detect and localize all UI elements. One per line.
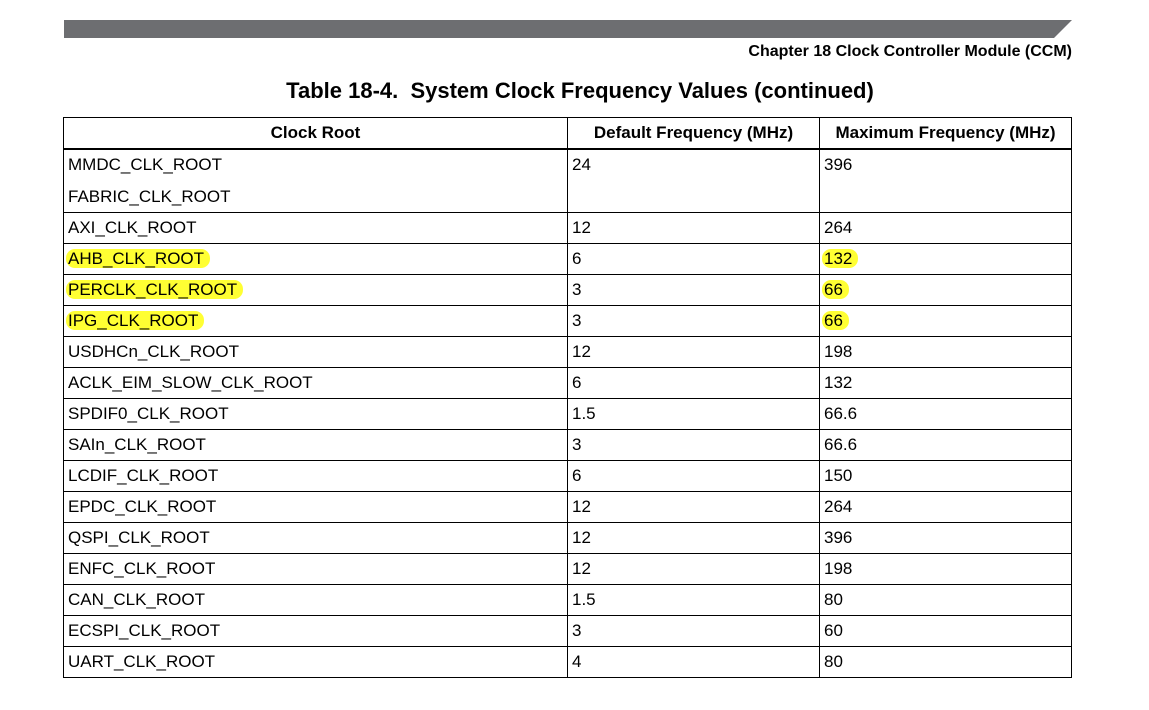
cell-default-frequency <box>568 522 820 553</box>
cell-default-frequency <box>568 243 820 274</box>
default-frequency-value: 4 <box>572 651 582 671</box>
clock-root-name: SPDIF0_CLK_ROOT <box>68 403 229 423</box>
maximum-frequency-value: 132 <box>822 249 858 268</box>
cell-maximum-frequency <box>820 584 1072 615</box>
maximum-frequency-value: 264 <box>824 217 853 237</box>
clock-root-name: MMDC_CLK_ROOT <box>68 154 222 174</box>
maximum-frequency-value: 60 <box>824 620 843 640</box>
clock-root-name: QSPI_CLK_ROOT <box>68 527 210 547</box>
cell-default-frequency <box>568 305 820 336</box>
header-bar <box>64 20 1072 38</box>
default-frequency-value: 1.5 <box>572 589 596 609</box>
maximum-frequency-value: 396 <box>824 154 853 174</box>
maximum-frequency-value: 80 <box>824 651 843 671</box>
table-row <box>64 429 1072 460</box>
maximum-frequency-value: 198 <box>824 558 853 578</box>
cell-default-frequency <box>568 491 820 522</box>
column-header-maximum-frequency: Maximum Frequency (MHz) <box>820 118 1072 149</box>
cell-maximum-frequency <box>820 212 1072 243</box>
cell-maximum-frequency <box>820 553 1072 584</box>
table-title: Table 18-4. System Clock Frequency Values (continued) <box>286 78 874 103</box>
default-frequency-value: 3 <box>572 434 582 454</box>
table-row <box>64 522 1072 553</box>
default-frequency-value: 6 <box>572 465 582 485</box>
clock-root-name: EPDC_CLK_ROOT <box>68 496 217 516</box>
table-row <box>64 305 1072 336</box>
clock-root-name: CAN_CLK_ROOT <box>68 589 205 609</box>
table-row <box>64 460 1072 491</box>
cell-clock-root <box>64 274 568 305</box>
cell-clock-root <box>64 553 568 584</box>
clock-root-name: ACLK_EIM_SLOW_CLK_ROOT <box>68 372 313 392</box>
maximum-frequency-value: 264 <box>824 496 853 516</box>
maximum-frequency-value: 66.6 <box>824 403 858 423</box>
cell-clock-root <box>64 212 568 243</box>
default-frequency-value: 3 <box>572 279 582 299</box>
cell-default-frequency <box>568 646 820 677</box>
clock-root-name: PERCLK_CLK_ROOT <box>66 280 243 299</box>
cell-maximum-frequency <box>820 491 1072 522</box>
cell-clock-root <box>64 429 568 460</box>
cell-default-frequency <box>568 615 820 646</box>
clock-table-container <box>63 117 1072 678</box>
default-frequency-value: 12 <box>572 558 591 578</box>
table-row <box>64 212 1072 243</box>
cell-clock-root <box>64 615 568 646</box>
clock-root-name: AHB_CLK_ROOT <box>66 249 210 268</box>
default-frequency-value: 3 <box>572 310 582 330</box>
table-row <box>64 615 1072 646</box>
cell-default-frequency <box>568 429 820 460</box>
default-frequency-value: 1.5 <box>572 403 596 423</box>
maximum-frequency-value: 66.6 <box>824 434 858 454</box>
cell-clock-root <box>64 305 568 336</box>
cell-clock-root <box>64 522 568 553</box>
cell-maximum-frequency <box>820 398 1072 429</box>
clock-root-name: LCDIF_CLK_ROOT <box>68 465 219 485</box>
table-row <box>64 553 1072 584</box>
default-frequency-value: 6 <box>572 372 582 392</box>
cell-default-frequency <box>568 553 820 584</box>
default-frequency-value: 6 <box>572 248 582 268</box>
default-frequency-value: 12 <box>572 527 591 547</box>
cell-maximum-frequency <box>820 305 1072 336</box>
table-row <box>64 336 1072 367</box>
cell-default-frequency <box>568 584 820 615</box>
cell-default-frequency <box>568 336 820 367</box>
default-frequency-value: 12 <box>572 341 591 361</box>
clock-root-name: ECSPI_CLK_ROOT <box>68 620 221 640</box>
cell-default-frequency <box>568 212 820 243</box>
default-frequency-value: 12 <box>572 496 591 516</box>
cell-maximum-frequency <box>820 149 1072 213</box>
clock-root-name: AXI_CLK_ROOT <box>68 217 197 237</box>
cell-clock-root <box>64 584 568 615</box>
cell-default-frequency <box>568 367 820 398</box>
table-row <box>64 149 1072 213</box>
cell-clock-root <box>64 243 568 274</box>
maximum-frequency-value: 66 <box>822 311 849 330</box>
maximum-frequency-value: 66 <box>822 280 849 299</box>
cell-clock-root <box>64 336 568 367</box>
cell-maximum-frequency <box>820 615 1072 646</box>
cell-clock-root <box>64 398 568 429</box>
clock-root-name: SAIn_CLK_ROOT <box>68 434 206 454</box>
cell-maximum-frequency <box>820 646 1072 677</box>
cell-clock-root <box>64 149 568 213</box>
default-frequency-value: 3 <box>572 620 582 640</box>
cell-maximum-frequency <box>820 367 1072 398</box>
default-frequency-value: 24 <box>572 154 591 174</box>
cell-clock-root <box>64 460 568 491</box>
cell-default-frequency <box>568 274 820 305</box>
cell-maximum-frequency <box>820 274 1072 305</box>
cell-maximum-frequency <box>820 243 1072 274</box>
table-row <box>64 274 1072 305</box>
table-row <box>64 584 1072 615</box>
cell-clock-root <box>64 367 568 398</box>
cell-default-frequency <box>568 398 820 429</box>
maximum-frequency-value: 396 <box>824 527 853 547</box>
cell-clock-root <box>64 491 568 522</box>
cell-maximum-frequency <box>820 522 1072 553</box>
table-row <box>64 243 1072 274</box>
maximum-frequency-value: 80 <box>824 589 843 609</box>
table-body <box>64 149 1072 678</box>
clock-root-name: IPG_CLK_ROOT <box>66 311 204 330</box>
cell-default-frequency <box>568 149 820 213</box>
chapter-title: Chapter 18 Clock Controller Module (CCM) <box>748 43 1072 60</box>
table-header-row <box>64 118 1072 149</box>
cell-maximum-frequency <box>820 429 1072 460</box>
table-row <box>64 398 1072 429</box>
table-row <box>64 646 1072 677</box>
cell-default-frequency <box>568 460 820 491</box>
cell-maximum-frequency <box>820 460 1072 491</box>
clock-frequency-table <box>63 117 1072 678</box>
clock-root-name: UART_CLK_ROOT <box>68 651 216 671</box>
maximum-frequency-value: 132 <box>824 372 853 392</box>
default-frequency-value: 12 <box>572 217 591 237</box>
clock-root-name: USDHCn_CLK_ROOT <box>68 341 239 361</box>
cell-maximum-frequency <box>820 336 1072 367</box>
maximum-frequency-value: 150 <box>824 465 853 485</box>
clock-root-name: ENFC_CLK_ROOT <box>68 558 216 578</box>
table-row <box>64 491 1072 522</box>
column-header-clock-root: Clock Root <box>64 118 568 149</box>
cell-clock-root <box>64 646 568 677</box>
clock-root-name: FABRIC_CLK_ROOT <box>68 186 231 206</box>
maximum-frequency-value: 198 <box>824 341 853 361</box>
table-row <box>64 367 1072 398</box>
column-header-default-frequency: Default Frequency (MHz) <box>568 118 820 149</box>
